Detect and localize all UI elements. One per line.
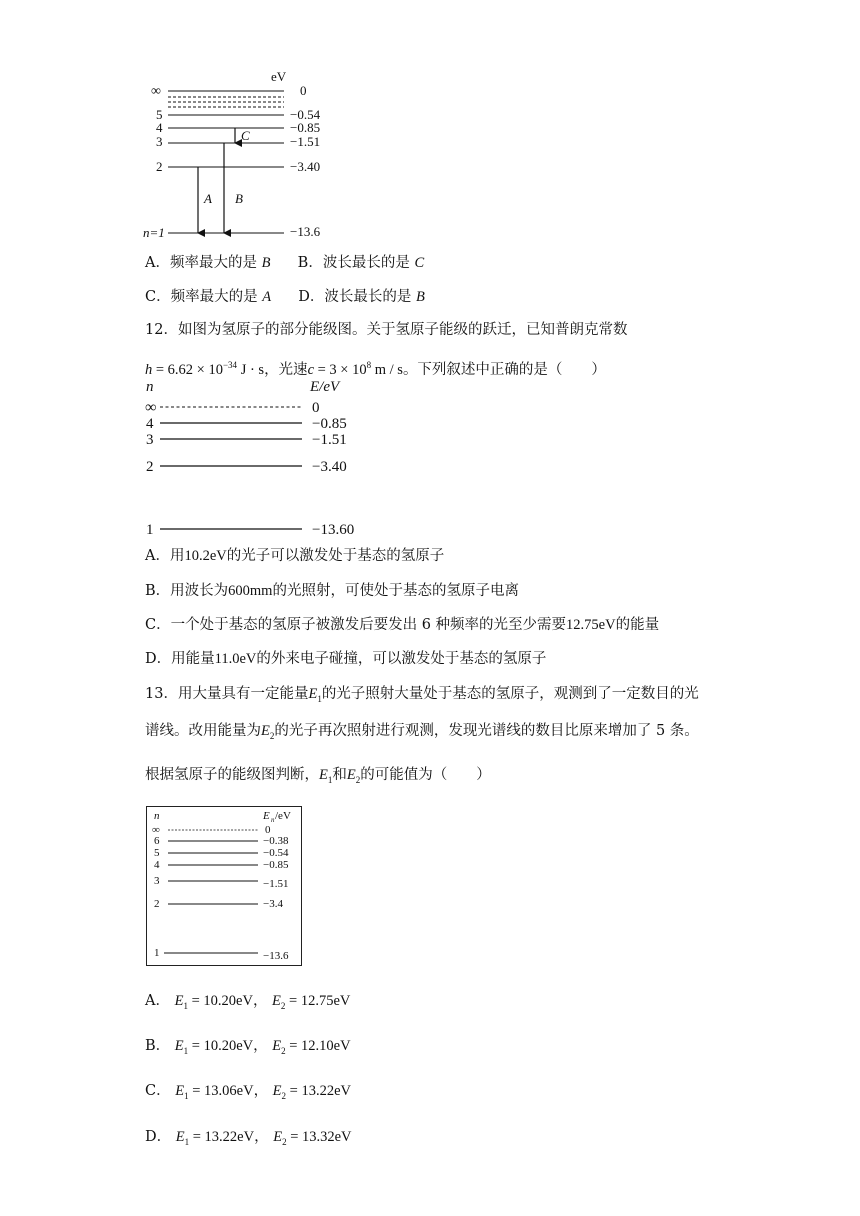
equals: = [188,1083,205,1099]
separator: ， [253,1083,269,1099]
energy-level-diagram-1 [0,0,420,245]
separator: ， [254,1129,269,1145]
energy-level-diagram-3 [146,806,302,966]
option-b-var: C [414,255,425,271]
level-energy: −0.54 [263,847,289,859]
energy-axis-sub: n [271,816,275,824]
n-axis-label: n [154,810,160,822]
stem-text: 的可能值为（ ） [360,767,491,783]
level-n-label: ∞ [151,84,161,99]
energy-level-diagram-2 [0,375,420,540]
equals: = [189,1129,205,1145]
level-n-label: 3 [156,134,163,149]
light-speed-exponent: 8 [366,360,372,370]
level-energy: −0.85 [290,120,321,135]
option-text: 的光子可以激发处于基态的氢原子 [226,548,445,564]
e1-value: 13.06eV [204,1083,254,1099]
option-label: A． [145,993,170,1009]
stem-text: 的光子再次照射进行观测，发现光谱线的数目比原来增加了 5 条。 [274,723,699,739]
level-energy: −0.54 [290,107,321,122]
level-energy: −0.85 [312,416,347,432]
q12-option-d [145,649,546,669]
level-n-label: 1 [146,522,154,538]
e1-value: 10.20eV [203,993,253,1009]
q13-option-b [145,1036,351,1061]
level-energy: −13.6 [290,224,321,239]
level-energy: −13.6 [263,950,289,962]
option-value: 10.2eV [184,548,227,564]
option-label: D． [145,1129,172,1145]
option-label: B． [145,1038,171,1054]
light-speed-symbol: c [307,361,314,378]
q13-option-c [145,1081,351,1106]
q12-stem-line-1: 12．如图为氢原子的部分能级图。关于氢原子能级的跃迁，已知普朗克常数 [145,322,628,338]
separator: ， [253,1038,268,1054]
q13-stem-line-3 [145,765,491,790]
option-text: 的能量 [615,617,660,633]
q11-options-row-2 [145,287,425,307]
equals: = [285,1038,302,1054]
level-energy: −3.40 [312,459,347,475]
equals: = [286,1129,302,1145]
e1-symbol: $E_1$ [308,686,322,704]
option-text: 的光照射，可使处于基态的氢原子电离 [272,583,519,599]
arrow-label-c: C [241,128,250,143]
option-text: C．一个处于基态的氢原子被激发后要发出 6 种频率的光至少需要 [145,617,567,633]
option-value: 600mm [228,583,273,599]
level-energy: −0.38 [263,835,289,847]
e2-symbol: $E_2$ [261,723,275,741]
stem-text: 13．用大量具有一定能量 [145,686,309,702]
arrow-label-a: A [204,191,212,206]
option-value: 11.0eV [214,651,257,667]
q12-option-a [145,546,444,566]
stem-text: 和 [332,767,347,783]
option-d: D．波长最长的是 [298,289,412,305]
equals: = [187,993,204,1009]
option-c-var: A [262,289,272,305]
level-energy: −1.51 [312,432,347,448]
q11-options-row-1 [145,253,424,273]
e2-symbol: $E_2$ [346,767,361,785]
separator: ， [252,993,268,1009]
level-energy: 0 [300,83,307,98]
option-text: D．用能量 [145,651,215,667]
level-n-label: 4 [146,416,154,432]
q13-stem-line-2 [145,721,699,746]
q12-stem-end: 。下列叙述中正确的是（ ） [402,361,606,378]
e1-value: 10.20eV [203,1038,254,1054]
q12-option-c [145,615,659,635]
option-b: B．波长最长的是 [297,255,410,271]
option-c: C．频率最大的是 [145,289,258,305]
level-energy: −0.85 [263,859,289,871]
planck-value: = 6.62 × 10 [152,361,223,378]
e1-symbol: $E_1$ [174,1038,189,1056]
level-energy: 0 [265,824,271,836]
unit-label: eV [271,69,287,84]
option-text: 的外来电子碰撞，可以激发处于基态的氢原子 [256,651,547,667]
energy-axis-unit: /eV [275,810,291,822]
level-n-label: n=1 [143,225,165,240]
q13-option-d [145,1127,352,1152]
e1-symbol: $E_1$ [175,1083,189,1101]
option-value: 12.75eV [566,617,616,633]
level-n-label: ∞ [152,824,160,836]
e2-value: 13.32eV [302,1129,352,1145]
option-d-var: B [416,289,425,305]
e2-symbol: $E_2$ [272,993,286,1011]
level-n-label: 5 [154,847,160,859]
e1-symbol: $E_1$ [175,1129,190,1147]
q13-stem-line-1 [145,684,699,709]
q12-option-b [145,581,519,601]
e2-symbol: $E_2$ [272,1083,287,1101]
option-text: B．用波长为 [145,583,229,599]
e2-symbol: $E_2$ [272,1038,286,1056]
equals: = [286,1083,302,1099]
energy-axis-label: E/eV [310,379,340,395]
level-n-label: 4 [156,120,163,135]
level-n-label: 2 [154,898,160,910]
level-energy: −13.60 [312,522,355,538]
level-n-label: 5 [156,107,163,122]
planck-unit: J · s [237,361,265,378]
e1-value: 13.22eV [204,1129,255,1145]
light-speed-value: = 3 × 10 [314,361,367,378]
e1-symbol: $E_1$ [174,993,188,1011]
level-n-label: 2 [146,459,154,475]
level-n-label: 3 [154,875,160,887]
stem-text: 根据氢原子的能级图判断， [145,767,319,783]
equals: = [285,993,301,1009]
equals: = [188,1038,204,1054]
level-n-label: 4 [154,859,160,871]
light-speed-unit: m / s [371,361,403,378]
e2-value: 12.10eV [301,1038,351,1054]
light-speed-prefix: ，光速 [264,361,308,378]
e2-value: 12.75eV [300,993,351,1009]
e1-symbol: $E_1$ [319,767,333,785]
energy-axis-label: E [263,810,270,822]
planck-symbol: h [145,361,153,378]
option-label: C． [145,1083,171,1099]
n-axis-label: n [146,379,154,395]
stem-text: 谱线。改用能量为 [145,723,261,739]
level-energy: −1.51 [263,878,289,890]
level-energy: −1.51 [290,134,321,149]
e2-value: 13.22eV [301,1083,352,1099]
level-n-label: 2 [156,159,163,174]
level-n-label: 3 [146,432,154,448]
option-a: A．频率最大的是 [145,255,257,271]
option-a-var: B [261,255,271,271]
e2-symbol: $E_2$ [273,1129,287,1147]
arrow-label-b: B [235,191,243,206]
level-n-label: 6 [154,835,160,847]
planck-exponent: −34 [222,360,238,370]
option-text: A．用 [145,548,185,564]
level-energy: −3.40 [290,159,321,174]
stem-text: 的光子照射大量处于基态的氢原子，观测到了一定数目的光 [321,686,699,702]
level-energy: 0 [312,400,320,416]
level-n-label: 1 [154,947,160,959]
q13-option-a [145,991,350,1016]
level-energy: −3.4 [263,898,283,910]
level-n-label: ∞ [145,399,157,416]
